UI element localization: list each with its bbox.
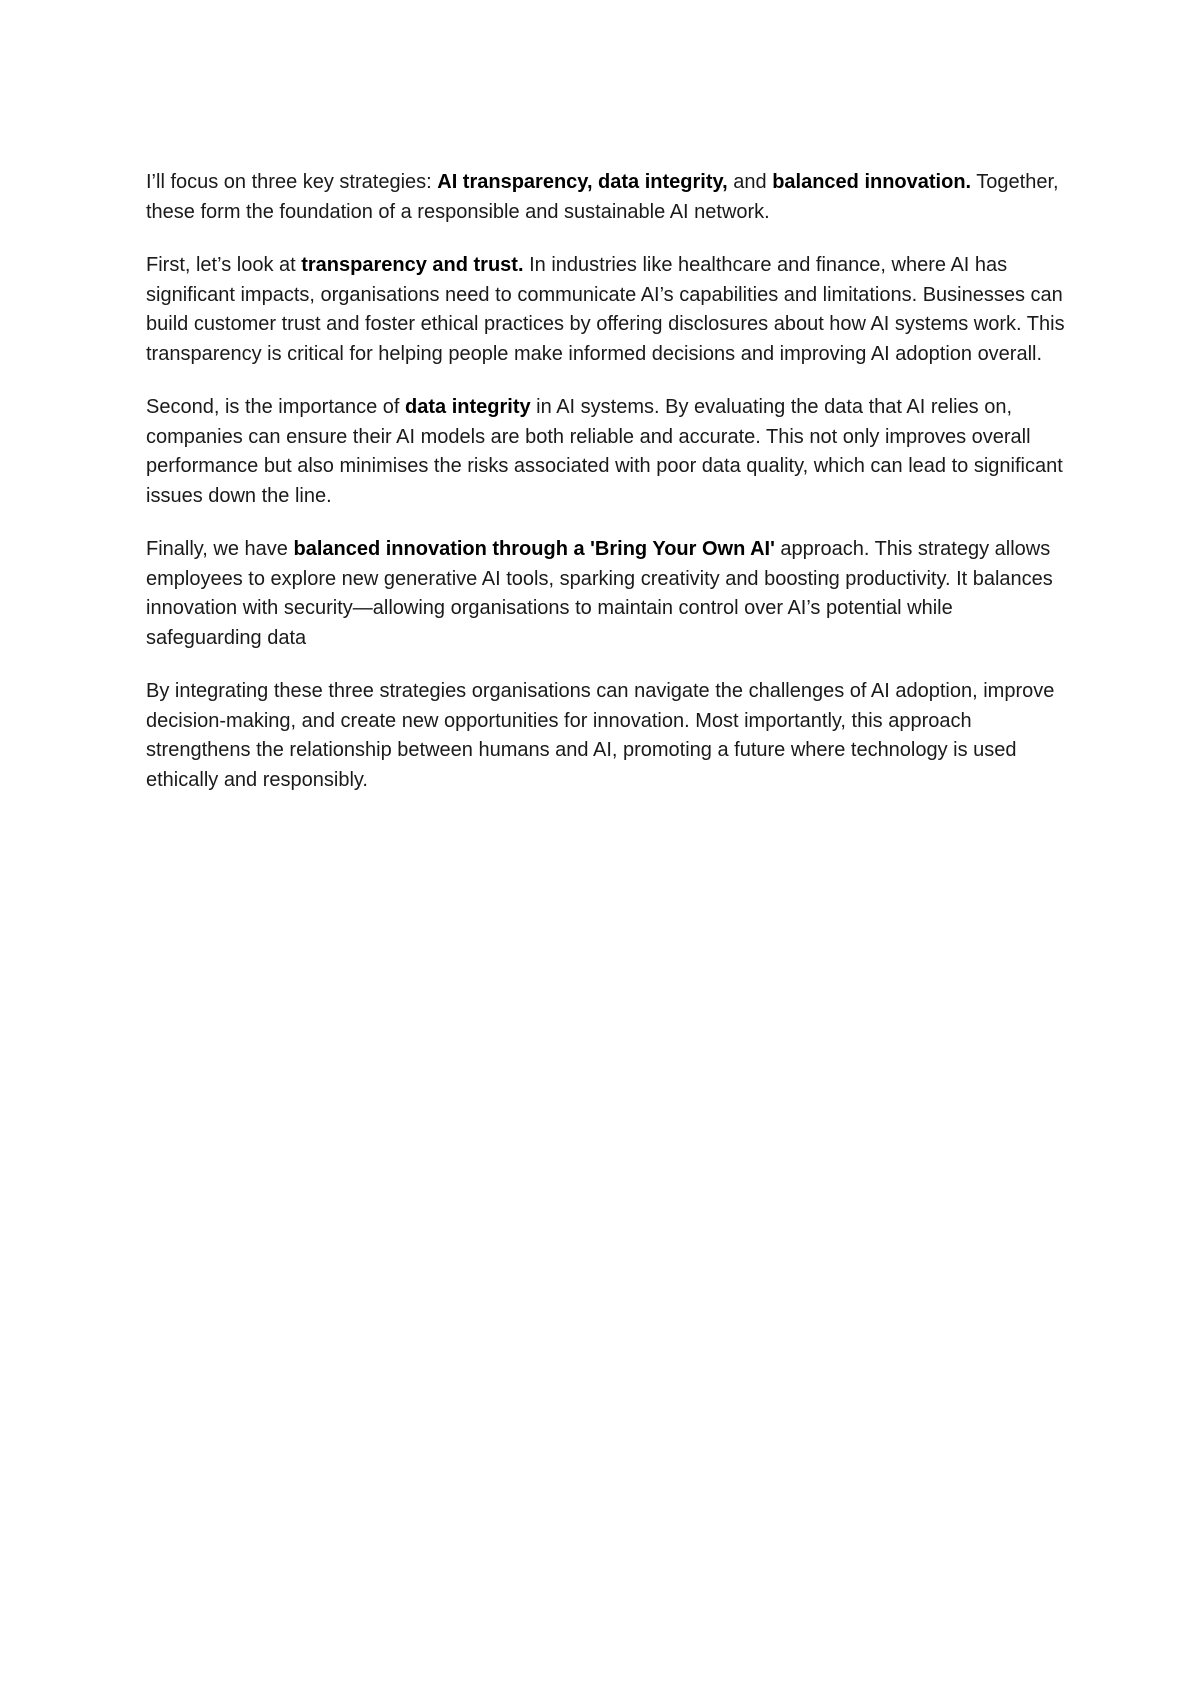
text-run: in AI systems. By evaluating the data that AI relies on, companies can ensure their AI models are both reliable and accurate. This not only improves overall performance but also minimises the risks associated with poor data quality, which can lead to significant issues down the line. [146, 396, 1063, 507]
paragraph-conclusion [146, 677, 1066, 795]
text-run: First, let’s look at [146, 254, 302, 276]
document-body [146, 168, 1066, 819]
paragraph-data-integrity [146, 393, 1066, 511]
text-run: approach. This strategy allows employees to explore new generative AI tools, sparking creativity and boosting productivity. It balances innovation with security—allowing organisations to maintain control over AI’s potential while safeguarding data [146, 538, 1053, 649]
text-run: By integrating these three strategies organisations can navigate the challenges of AI adoption, improve decision-making, and create new opportunities for innovation. Most importantly, this approach strengthens the relationship between humans and AI, promoting a future where technology is used ethically and responsibly. [146, 680, 1055, 791]
text-run: I’ll focus on three key strategies: [146, 171, 438, 193]
text-run: Second, is the importance of [146, 396, 406, 418]
text-run: and [727, 171, 773, 193]
bold-text-run: data integrity [405, 396, 531, 418]
bold-text-run: AI transparency, data integrity, [437, 171, 728, 193]
text-run: Finally, we have [146, 538, 294, 560]
bold-text-run: balanced innovation through a 'Bring Your Own AI' [293, 538, 775, 560]
paragraph-balanced-innovation [146, 535, 1066, 653]
paragraph-strategies-intro [146, 168, 1066, 227]
text-run: Together, these form the foundation of a responsible and sustainable AI network. [146, 171, 1059, 223]
paragraph-transparency [146, 251, 1066, 369]
bold-text-run: transparency and trust. [301, 254, 524, 276]
text-run: In industries like healthcare and finance, where AI has significant impacts, organisations need to communicate AI’s capabilities and limitations. Businesses can build customer trust and foster ethical practices by offering disclosures about how AI systems work. This transparency is critical for helping people make informed decisions and improving AI adoption overall. [146, 254, 1065, 365]
bold-text-run: balanced innovation. [772, 171, 972, 193]
